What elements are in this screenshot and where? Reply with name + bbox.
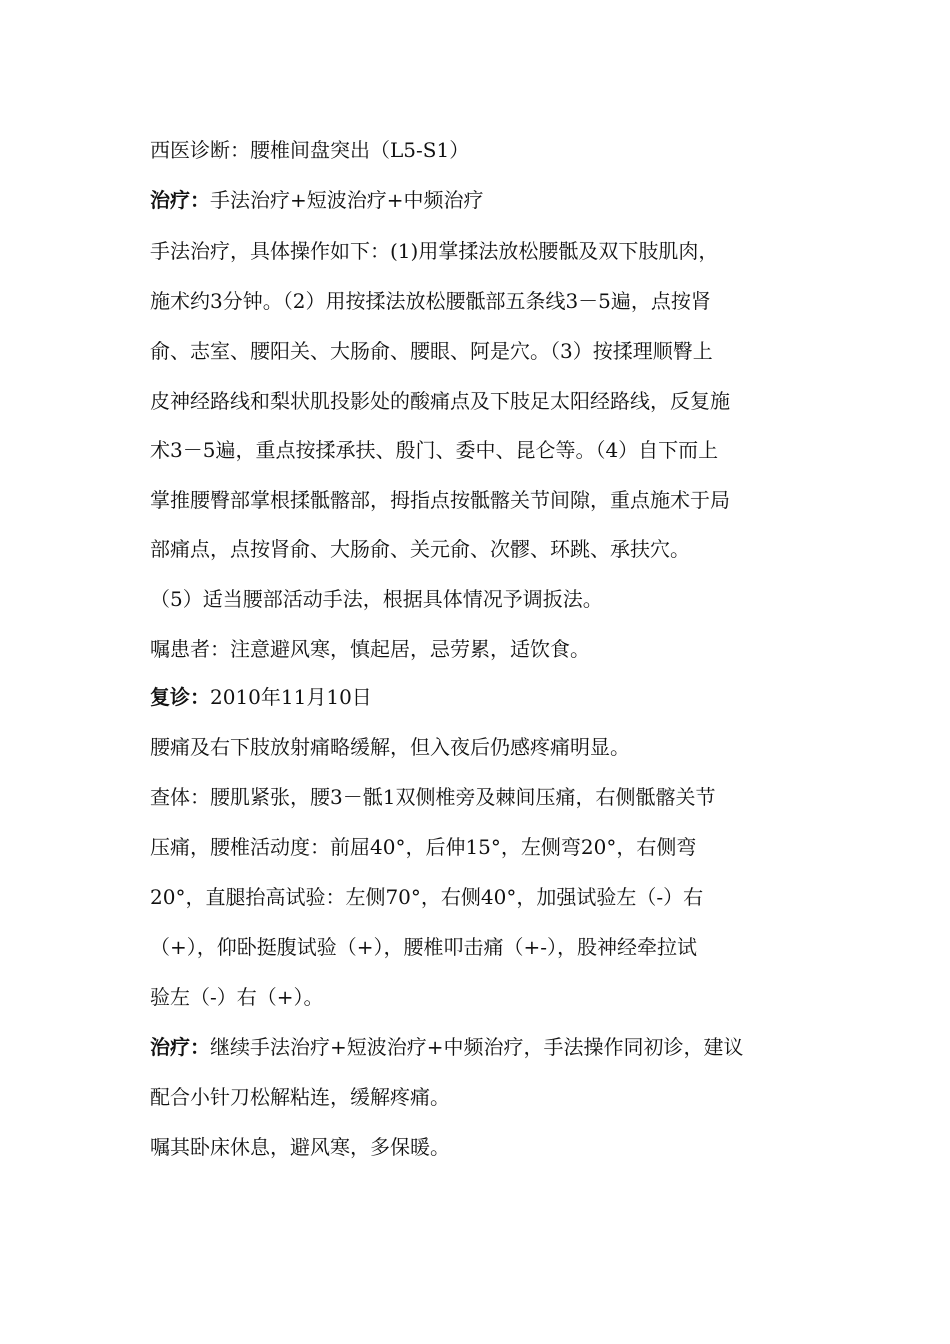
advice2-line: 嘱其卧床休息，避风寒，多保暖。: [150, 1135, 450, 1159]
symptoms-line: 腰痛及右下肢放射痛略缓解，但入夜后仍感疼痛明显。: [150, 735, 630, 759]
treatment2-line-2: 配合小针刀松解粘连，缓解疼痛。: [150, 1085, 450, 1109]
manual-line-5: 术3－5遍，重点按揉承扶、殷门、委中、昆仑等。（4）自下而上: [150, 438, 719, 462]
revisit-label: 复诊：: [150, 685, 210, 709]
revisit-line: [150, 685, 372, 710]
exam-line-3: 20°，直腿抬高试验：左侧70°，右侧40°，加强试验左（-）右: [150, 885, 704, 909]
exam-line-1: 查体：腰肌紧张，腰3－骶1双侧椎旁及棘间压痛，右侧骶髂关节: [150, 785, 716, 809]
treatment-text: 手法治疗+短波治疗+中频治疗: [210, 188, 484, 212]
manual-line-4: 皮神经路线和梨状肌投影处的酸痛点及下肢足太阳经路线，反复施: [150, 389, 730, 413]
manual-line-7: 部痛点，点按肾俞、大肠俞、关元俞、次髎、环跳、承扶穴。: [150, 537, 690, 561]
exam-line-5: 验左（-）右（+）。: [150, 985, 324, 1009]
exam-line-2: 压痛，腰椎活动度：前屈40°，后伸15°，左侧弯20°，右侧弯: [150, 835, 697, 859]
treatment2-label: 治疗：: [150, 1035, 210, 1059]
treatment-line: [150, 188, 484, 213]
advice-line: 嘱患者：注意避风寒，慎起居，忌劳累，适饮食。: [150, 637, 590, 661]
manual-line-3: 俞、志室、腰阳关、大肠俞、腰眼、阿是穴。（3）按揉理顺臀上: [150, 339, 713, 363]
treatment-label: 治疗：: [150, 188, 210, 212]
manual-line-2: 施术约3分钟。（2）用按揉法放松腰骶部五条线3－5遍，点按肾: [150, 289, 711, 313]
manual-line-8: （5）适当腰部活动手法，根据具体情况予调扳法。: [150, 587, 603, 611]
manual-line-6: 掌推腰臀部掌根揉骶髂部，拇指点按骶髂关节间隙，重点施术于局: [150, 488, 730, 512]
revisit-date: 2010年11月10日: [210, 685, 372, 709]
manual-line-1: 手法治疗，具体操作如下：(1)用掌揉法放松腰骶及双下肢肌肉，: [150, 239, 719, 263]
treatment2-text: 继续手法治疗+短波治疗+中频治疗，手法操作同初诊，建议: [210, 1035, 744, 1059]
exam-line-4: （+），仰卧挺腹试验（+），腰椎叩击痛（+-），股神经牵拉试: [150, 935, 698, 959]
diagnosis-line: 西医诊断：腰椎间盘突出（L5-S1）: [150, 138, 470, 162]
treatment2-line-1: [150, 1035, 744, 1060]
